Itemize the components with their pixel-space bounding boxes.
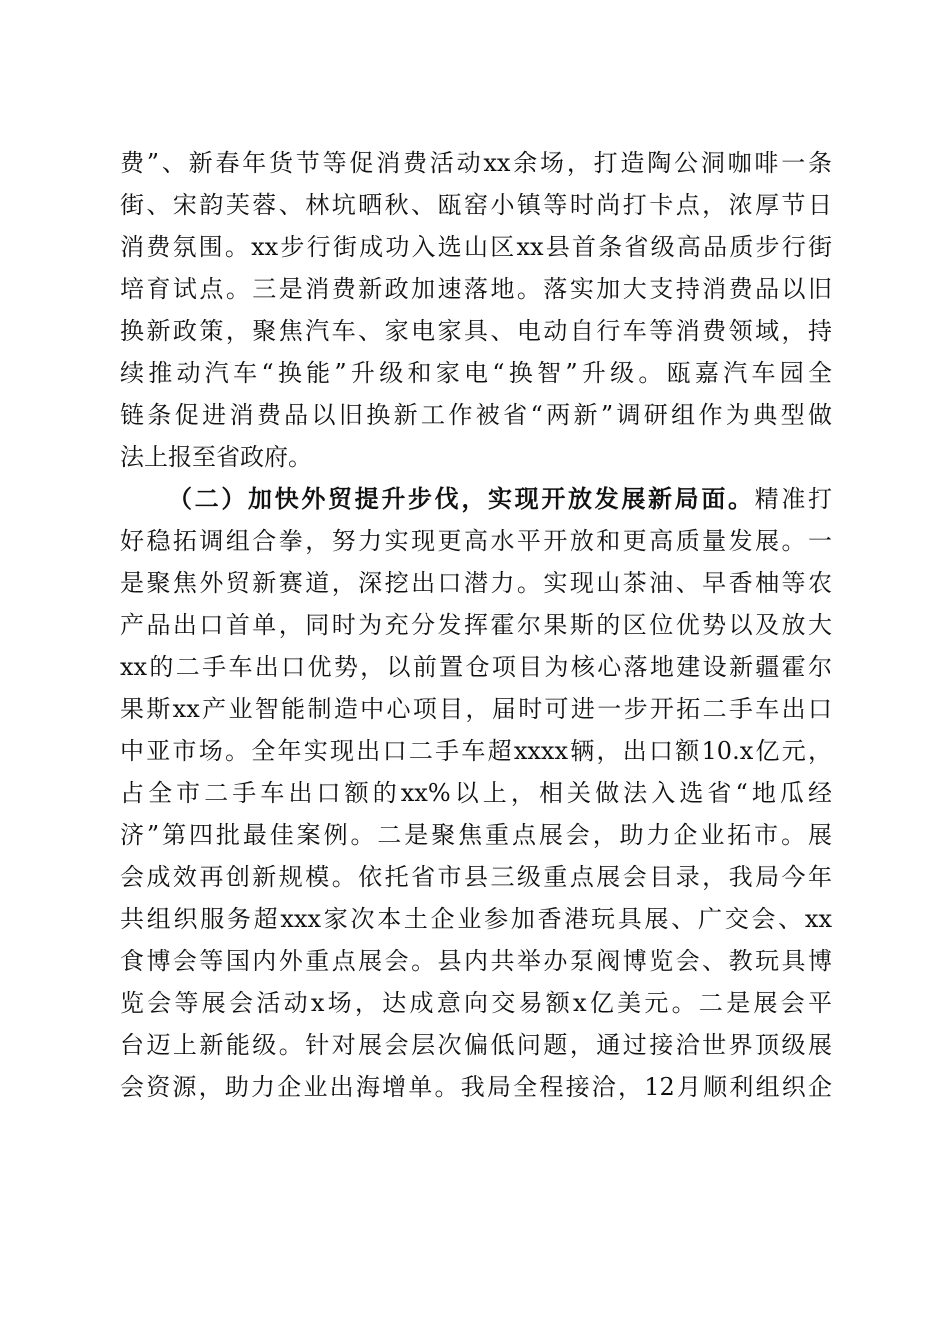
text-line: 链条促进消费品以旧换新工作被省“两新”调研组作为典型做 bbox=[120, 401, 832, 429]
text-line: 览会等展会活动x场，达成意向交易额x亿美元。二是展会平 bbox=[120, 989, 832, 1017]
section-heading: （二）加快外贸提升步伐，实现开放发展新局面。 bbox=[168, 484, 755, 513]
text-line: 中亚市场。全年实现出口二手车超xxxx辆，出口额10.x亿元， bbox=[120, 737, 832, 765]
text-line: 产品出口首单，同时为充分发挥霍尔果斯的区位优势以及放大 bbox=[120, 611, 832, 639]
paragraph-foreign-trade bbox=[120, 478, 832, 1108]
text-line: 法上报至省政府。 bbox=[120, 443, 312, 471]
text-line: 消费氛围。xx步行街成功入选山区xx县首条省级高品质步行街 bbox=[120, 233, 832, 261]
body-text bbox=[120, 142, 832, 1108]
text-line: 费”、新春年货节等促消费活动xx余场，打造陶公洞咖啡一条 bbox=[120, 149, 832, 177]
text-line: 会成效再创新规模。依托省市县三级重点展会目录，我局今年 bbox=[120, 863, 832, 891]
heading-line-rest: 精准打 bbox=[754, 485, 833, 513]
paragraph-consumption bbox=[120, 142, 832, 478]
text-line: 果斯xx产业智能制造中心项目，届时可进一步开拓二手车出口 bbox=[120, 695, 832, 723]
text-line: 是聚焦外贸新赛道，深挖出口潜力。实现山茶油、早香柚等农 bbox=[120, 569, 832, 597]
text-line: 共组织服务超xxx家次本土企业参加香港玩具展、广交会、xx bbox=[120, 905, 832, 933]
text-line: 台迈上新能级。针对展会层次偏低问题，通过接洽世界顶级展 bbox=[120, 1031, 832, 1059]
text-line: 续推动汽车“换能”升级和家电“换智”升级。瓯嘉汽车园全 bbox=[120, 359, 832, 387]
text-line: 济”第四批最佳案例。二是聚焦重点展会，助力企业拓市。展 bbox=[120, 821, 832, 849]
text-line: 会资源，助力企业出海增单。我局全程接洽，12月顺利组织企 bbox=[120, 1073, 832, 1101]
section-heading-line bbox=[120, 478, 832, 520]
text-line: 培育试点。三是消费新政加速落地。落实加大支持消费品以旧 bbox=[120, 275, 832, 303]
text-line: 食博会等国内外重点展会。县内共举办泵阀博览会、教玩具博 bbox=[120, 947, 832, 975]
text-line: 占全市二手车出口额的xx%以上，相关做法入选省“地瓜经 bbox=[120, 779, 832, 807]
text-line: xx的二手车出口优势，以前置仓项目为核心落地建设新疆霍尔 bbox=[120, 653, 832, 681]
text-line: 换新政策，聚焦汽车、家电家具、电动自行车等消费领域，持 bbox=[120, 317, 832, 345]
text-line: 街、宋韵芙蓉、林坑晒秋、瓯窑小镇等时尚打卡点，浓厚节日 bbox=[120, 191, 832, 219]
text-line: 好稳拓调组合拳，努力实现更高水平开放和更高质量发展。一 bbox=[120, 527, 832, 555]
